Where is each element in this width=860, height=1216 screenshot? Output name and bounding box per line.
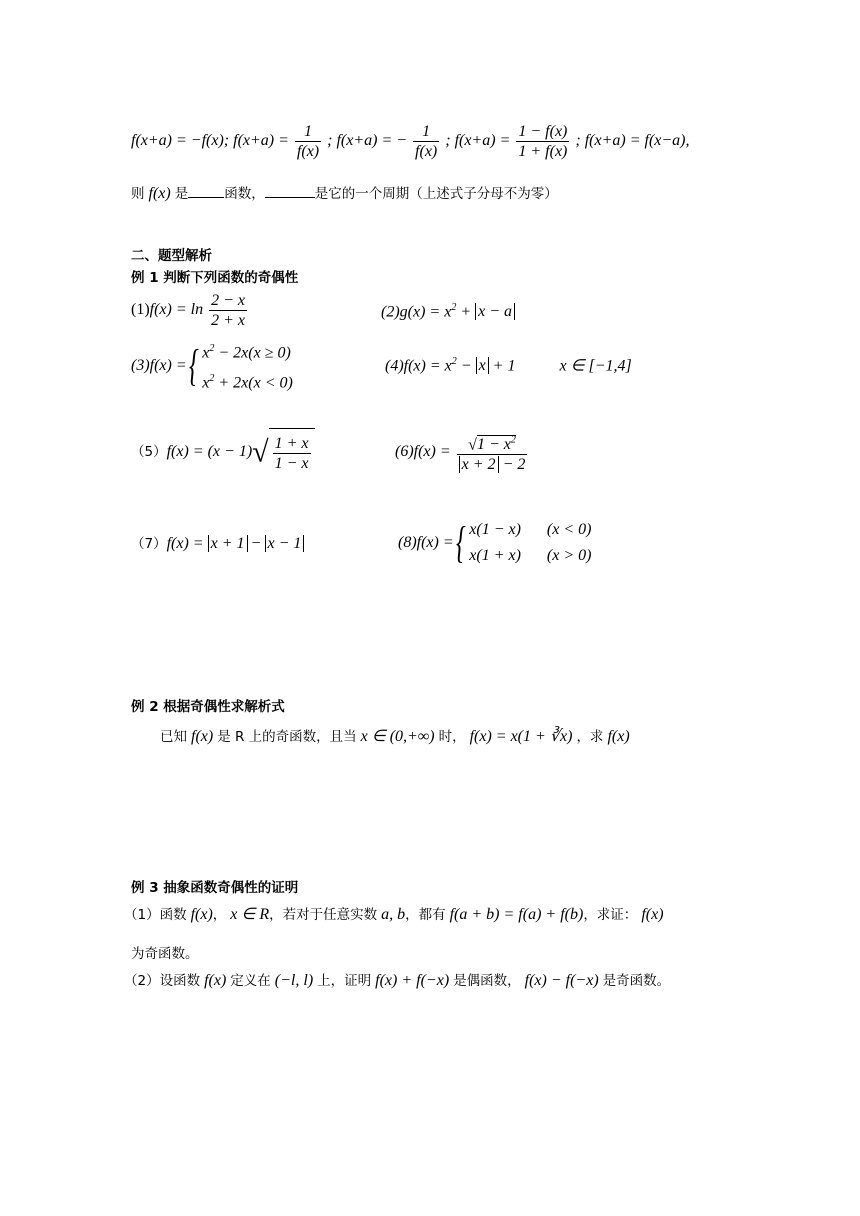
domain-interval: x ∈ [−1,4] bbox=[559, 357, 632, 375]
example3-line1: （1）函数 f(x)， x ∈ R，若对于任意实数 a, b，都有 f(a + b) = f(a) + f(b)，求证： f(x) bbox=[124, 906, 664, 923]
item-5: （5）f(x) = (x − 1)√ $\frac{1 + x}{1 - x}$ bbox=[131, 428, 315, 476]
example1-title: 例 1 判断下列函数的奇偶性 bbox=[131, 270, 299, 286]
piecewise-cases: x(1 − x) (x < 0) x(1 + x) (x > 0) bbox=[469, 521, 592, 565]
formula-seg3: ; f(x+a) = − bbox=[327, 132, 408, 149]
item-4: $(4)f(x) = x^2 - x + 1$ x ∈ [−1,4] bbox=[385, 356, 632, 375]
piecewise-cases: $x^2 - 2x(x \ge 0)$ $x^2 + 2x(x < 0)$ bbox=[202, 343, 293, 392]
item-1: (1)f(x) = ln $\frac{2 - x}{2 + x}$ bbox=[131, 291, 246, 329]
fraction-1-over-fx: $\frac{1}{f(x)}$ bbox=[296, 122, 320, 160]
left-brace: { bbox=[455, 518, 466, 568]
left-brace: { bbox=[188, 341, 199, 391]
fraction-1-minus-fx: $\frac{1 - f(x)}{1 + f(x)}$ bbox=[518, 122, 568, 160]
formula-seg5: ; f(x+a) = f(x−a), bbox=[575, 132, 690, 149]
item-3: (3)f(x) = { $x^2 - 2x(x \ge 0)$ $x^2 + 2x(x < 0)$ bbox=[131, 336, 293, 390]
example3-line3: （2）设函数 f(x) 定义在 (−l, l) 上，证明 f(x) + f(−x) 是偶函数， f(x) − f(−x) 是奇函数。 bbox=[124, 972, 671, 989]
formula-seg2: f(x+a) = bbox=[233, 132, 289, 149]
item-8: (8)f(x) = { x(1 − x) (x < 0) x(1 + x) (x > 0) bbox=[398, 518, 592, 568]
item-7: （7）f(x) = x + 1 − x − 1 bbox=[131, 534, 304, 554]
formula-seg4: ; f(x+a) = bbox=[445, 132, 511, 149]
item-2: $(2)g(x) = x^2 + x - a$ bbox=[381, 298, 515, 322]
example2-text: 已知 f(x) 是 R 上的奇函数，且当 x ∈ (0,+∞) 时， f(x) = x(1 + ∛x) ，求 f(x) bbox=[160, 728, 630, 745]
example2-title: 例 2 根据奇偶性求解析式 bbox=[131, 699, 285, 715]
fraction-sqrt-over-abs: $\frac{√1 - x^2}{x + 2 - 2}$ bbox=[457, 431, 528, 474]
blank-period bbox=[265, 185, 315, 198]
blank-parity bbox=[188, 185, 224, 198]
item-6: (6)f(x) = $\frac{√1 - x^2}{x + 2 - 2}$ bbox=[395, 428, 529, 476]
section-heading: 二、题型解析 bbox=[131, 248, 212, 264]
example3-line2: 为奇函数。 bbox=[131, 946, 199, 962]
then-line: 则 f(x) 是 函数， 是它的一个周期（上述式子分母不为零） bbox=[131, 185, 558, 202]
example3-title: 例 3 抽象函数奇偶性的证明 bbox=[131, 880, 299, 896]
periodicity-formulas bbox=[131, 116, 690, 166]
fraction-neg-1-over-fx: $\frac{1}{f(x)}$ bbox=[415, 122, 438, 160]
fraction-ln-arg: $\frac{2 - x}{2 + x}$ bbox=[211, 291, 246, 329]
formula-seg1: f(x+a) = −f(x); bbox=[131, 132, 230, 149]
sqrt-fraction: √ $\frac{1 + x}{1 - x}$ bbox=[252, 428, 314, 477]
